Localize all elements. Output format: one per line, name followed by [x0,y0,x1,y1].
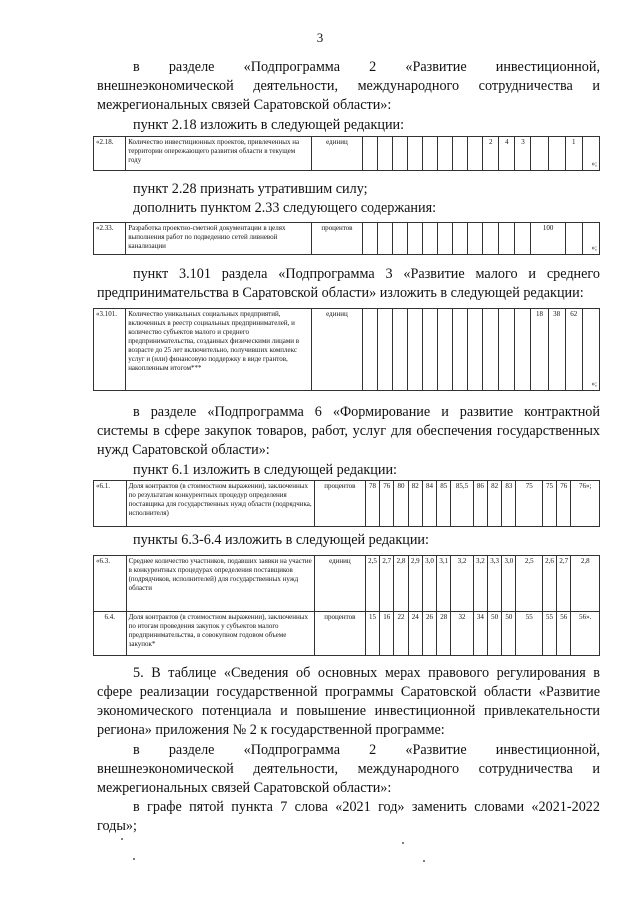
indicator-name: Количество уникальных социальных предприятий, включенных в реестр социальных предпринимателей, и количество субъектов малого и среднего предпринимательства, созданных физическими лицами в возрасте до 25 лет включительно, получивших комплекс услуг и (или) финансовую поддержку в виде грантов, накопленным итогом*** [126,309,312,391]
paragraph-item-6-1: пункт 6.1 изложить в следующей редакции: [133,462,397,478]
value-cell [468,137,483,171]
value-cell [377,137,392,171]
value-cell: 75 [542,481,556,527]
value-cell [499,223,515,255]
value-cell: 75 [516,481,542,527]
indicator-name: Разработка проектно-сметной документации в целях выполнения работ по подведению сетей ливневой канализации [126,223,312,255]
unit: единиц [314,556,365,612]
value-cell [548,137,565,171]
value-cell [422,223,437,255]
page-number: 3 [316,30,324,45]
value-cell [392,223,407,255]
indicator-name: Доля контрактов (в стоимостном выражении), заключенных по итогам проведения закупок у субъектов малого предпринимательства, в совокупном годовом объеме закупок* [126,612,314,656]
paragraph-section-2: в разделе «Подпрограмма 2 «Развитие инвестиционной, внешнеэкономической деятельности, международного сотрудничества и межрегиональных связей Саратовской области»: [97,59,600,113]
value-cell [437,309,452,391]
value-cell [362,137,377,171]
table-item-2-33 [93,222,600,255]
value-cell [407,309,422,391]
value-cell: 76 [557,481,571,527]
value-cell: 2,5 [516,556,542,612]
value-cell: 84 [422,481,436,527]
value-cell: 62 [565,309,582,391]
value-cell [362,309,377,391]
row-number: «6.3. [94,556,127,612]
row-number: «2.18. [94,137,126,171]
value-cell: 85 [437,481,451,527]
value-cell: 100 [531,223,565,255]
value-cell: 2,8 [394,556,408,612]
table-item-6-1 [93,480,600,527]
unit: процентов [312,223,362,255]
value-cell: 78 [365,481,379,527]
value-cell [453,223,468,255]
indicator-name: Количество инвестиционных проектов, привлеченных на территории опережающего развития области в текущем году [126,137,312,171]
value-cell: 34 [473,612,487,656]
value-cell [483,309,499,391]
paragraph-section-2-measures: в разделе «Подпрограмма 2 «Развитие инвестиционной, внешнеэкономической деятельности, международного сотрудничества и межрегиональных связей Саратовской области»: [97,742,600,796]
closing-quote: »; [582,137,599,171]
table-item-3-101 [93,308,600,391]
table-item-2-18 [93,136,600,171]
value-cell [437,137,452,171]
value-cell: 38 [548,309,565,391]
value-cell [483,223,499,255]
value-cell [407,137,422,171]
value-cell [499,309,515,391]
scan-speck [133,858,135,860]
paragraph-section-6: в разделе «Подпрограмма 6 «Формирование и развитие контрактной системы в сфере закупок товаров, работ, услуг для обеспечения государственных нужд Саратовской области»: [97,404,600,458]
value-cell: 55 [516,612,542,656]
unit: единиц [312,309,362,391]
value-cell: 16 [380,612,394,656]
value-cell: 2,5 [365,556,379,612]
value-cell: 50 [487,612,501,656]
unit: единиц [312,137,362,171]
value-cell [515,223,531,255]
scan-speck [121,838,123,840]
value-cell: 55 [542,612,556,656]
paragraph-column-five-item-7: в графе пятой пункта 7 слова «2021 год» заменить словами «2021-2022 годы»; [97,799,600,834]
value-cell [392,137,407,171]
unit: процентов [314,481,365,527]
value-cell: 56 [557,612,571,656]
value-cell: 3,3 [487,556,501,612]
row-number: «6.1. [94,481,127,527]
table-items-6-3-6-4 [93,555,600,656]
value-cell: 3,0 [422,556,436,612]
value-cell: 83 [502,481,516,527]
value-cell [407,223,422,255]
value-cell [468,223,483,255]
indicator-name: Среднее количество участников, подавших заявки на участие в конкурентных процедурах определения поставщиков (подрядчиков, исполнителей) для государственных нужд области [126,556,314,612]
value-cell: 28 [437,612,451,656]
value-cell: 2,7 [557,556,571,612]
table-row [94,612,600,656]
value-cell: 2,6 [542,556,556,612]
row-number: «2.33. [94,223,126,255]
value-cell [453,309,468,391]
value-cell: 3,2 [451,556,473,612]
table-row [94,556,600,612]
value-cell: 15 [365,612,379,656]
paragraph-point-5: 5. В таблице «Сведения об основных мерах правового регулирования в сфере реализации государственной программы Саратовской области «Развитие экономического потенциала и повышение инвестиционной привлекательности региона» приложения № 2 к государственной программе: [97,665,600,738]
value-cell: 76 [380,481,394,527]
value-cell: 2 [483,137,499,171]
value-cell: 18 [531,309,548,391]
value-cell: 24 [408,612,422,656]
value-cell [362,223,377,255]
paragraph-item-2-33: дополнить пунктом 2.33 следующего содержания: [133,200,437,216]
value-cell: 32 [451,612,473,656]
row-number: 6.4. [94,612,127,656]
scan-speck [423,860,425,862]
value-cell: 80 [394,481,408,527]
value-cell [377,309,392,391]
value-cell: 2,8 [571,556,600,612]
value-cell: 26 [422,612,436,656]
value-cell: 4 [499,137,515,171]
value-cell: 50 [502,612,516,656]
value-cell [565,223,582,255]
value-cell: 22 [394,612,408,656]
value-cell: 82 [408,481,422,527]
value-cell [515,309,531,391]
value-cell: 82 [487,481,501,527]
value-cell: 1 [565,137,582,171]
paragraph-items-6-3-6-4: пункты 6.3-6.4 изложить в следующей редакции: [133,532,429,548]
paragraph-item-2-28: пункт 2.28 признать утратившим силу; [133,181,368,197]
value-cell: 2,9 [408,556,422,612]
value-cell [422,309,437,391]
value-cell: 85,5 [451,481,473,527]
value-cell: 3 [515,137,531,171]
value-cell [377,223,392,255]
value-cell [392,309,407,391]
closing-quote: »; [582,309,599,391]
value-cell [437,223,452,255]
paragraph-item-2-18: пункт 2.18 изложить в следующей редакции: [133,117,405,133]
value-cell: 56». [571,612,600,656]
unit: процентов [314,612,365,656]
value-cell: 3,0 [502,556,516,612]
row-number: «3.101. [94,309,126,391]
value-cell [422,137,437,171]
value-cell [468,309,483,391]
paragraph-item-3-101: пункт 3.101 раздела «Подпрограмма 3 «Развитие малого и среднего предпринимательства в Саратовской области» изложить в следующей редакции: [97,266,600,301]
closing-quote: »; [582,223,599,255]
value-cell: 2,7 [380,556,394,612]
value-cell: 3,1 [437,556,451,612]
value-cell: 86 [473,481,487,527]
value-cell [453,137,468,171]
indicator-name: Доля контрактов (в стоимостном выражении), заключенных по результатам конкурентных процедур определения поставщика для государственных нужд области (подрядчика, исполнителя) [126,481,314,527]
value-cell [531,137,548,171]
value-cell: 3,2 [473,556,487,612]
scan-speck [402,842,404,844]
value-cell: 76»; [571,481,600,527]
